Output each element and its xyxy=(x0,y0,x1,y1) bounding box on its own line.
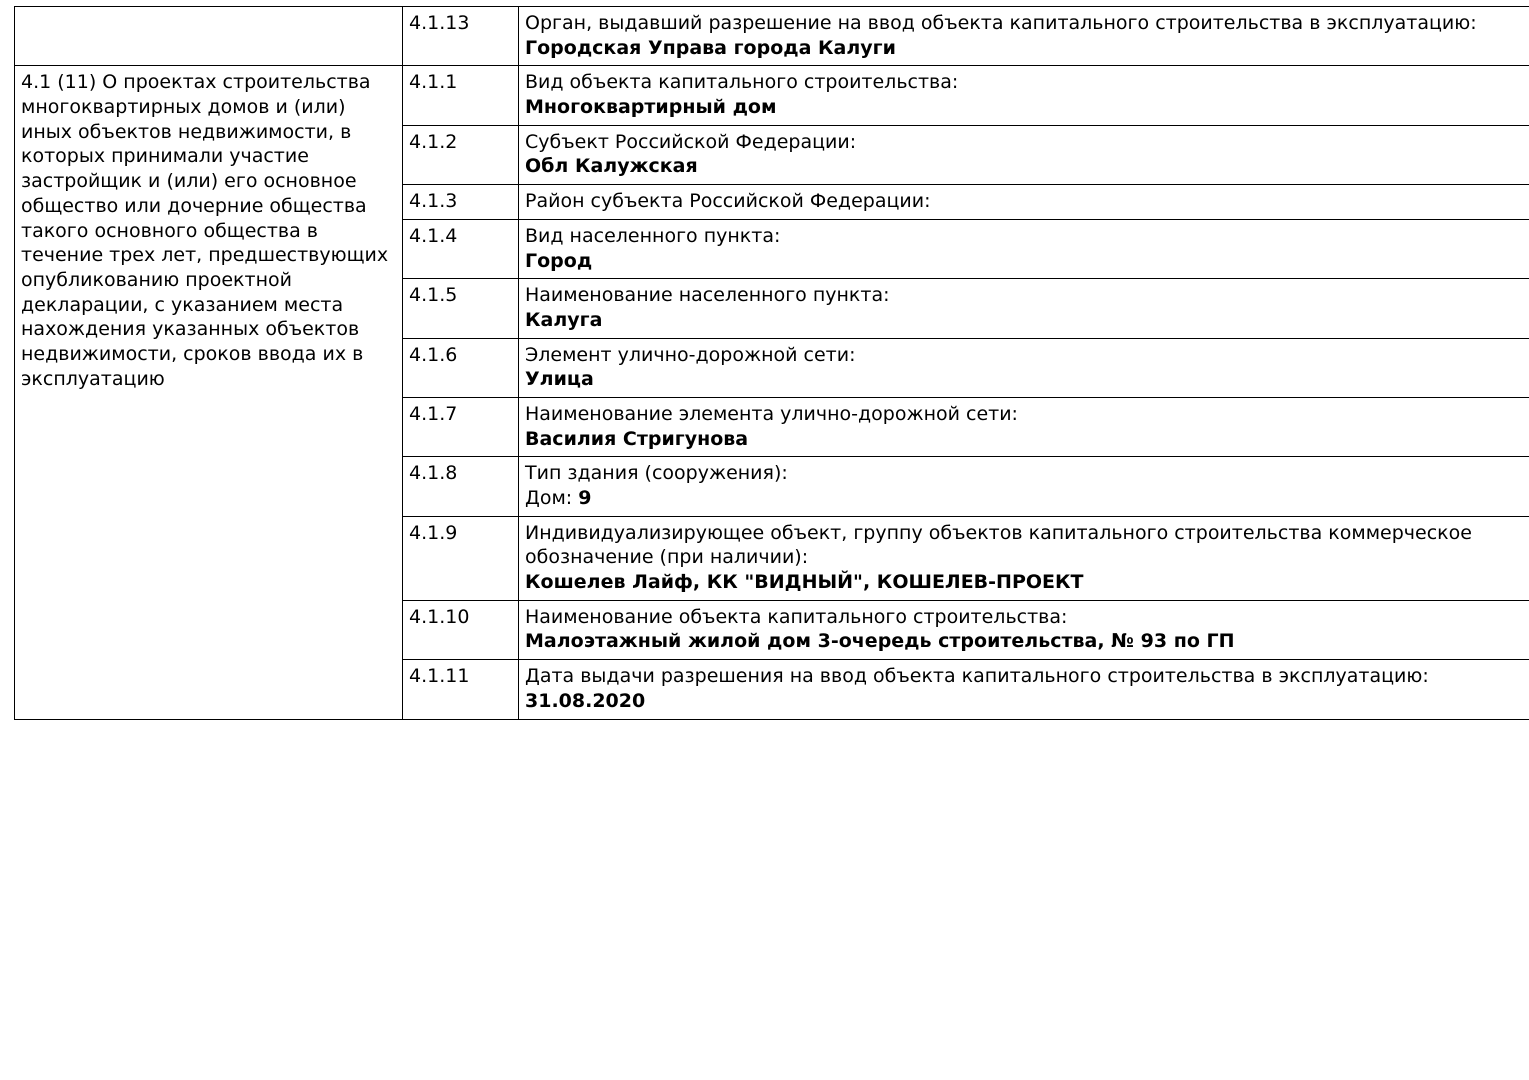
row-code: 4.1.9 xyxy=(403,516,519,600)
row-value-cell xyxy=(519,338,1529,397)
row-label: Вид объекта капитального строительства: xyxy=(525,71,959,94)
row-value: Обл Калужская xyxy=(525,155,698,178)
row-value: Городская Управа города Калуги xyxy=(525,36,896,59)
row-value-cell xyxy=(519,600,1529,659)
row-label: Дата выдачи разрешения на ввод объекта капитального строительства в эксплуатацию: xyxy=(525,665,1429,688)
row-code: 4.1.1 xyxy=(403,66,519,125)
row-code: 4.1.4 xyxy=(403,219,519,278)
row-label: Тип здания (сооружения): xyxy=(525,462,788,485)
row-value-cell xyxy=(519,397,1529,456)
section-description-cell xyxy=(15,66,403,719)
row-value: Улица xyxy=(525,368,594,391)
table-row xyxy=(15,66,1529,125)
row-code: 4.1.7 xyxy=(403,397,519,456)
row-value: 9 xyxy=(578,487,592,509)
row-code: 4.1.2 xyxy=(403,125,519,184)
row-value-cell xyxy=(519,219,1529,278)
row-label: Район субъекта Российской Федерации: xyxy=(525,190,931,213)
row-value: 31.08.2020 xyxy=(525,689,646,712)
row-label: Субъект Российской Федерации: xyxy=(525,130,857,153)
row-label: Наименование элемента улично-дорожной сети: xyxy=(525,402,1018,425)
row-code: 4.1.5 xyxy=(403,279,519,338)
row-label: Индивидуализирующее объект, группу объектов капитального строительства коммерческое обозначение (при наличии): xyxy=(525,521,1472,569)
row-code: 4.1.10 xyxy=(403,600,519,659)
section-description-text: 4.1 (11) О проектах строительства многоквартирных домов и (или) иных объектов недвижимости, в которых принимали участие застройщик и (или) его основное общество или дочерние общества такого основного общества в течение трех лет, предшествующих опубликованию проектной декларации, с указанием места нахождения указанных объектов недвижимости, сроков ввода их в эксплуатацию xyxy=(21,71,389,390)
declaration-table xyxy=(14,6,1529,720)
row-value-cell xyxy=(519,66,1529,125)
row-label: Наименование объекта капитального строительства: xyxy=(525,605,1068,628)
description-cell-empty xyxy=(15,7,403,66)
row-value-cell xyxy=(519,660,1529,719)
row-sublabel: Дом: xyxy=(525,487,579,509)
row-code: 4.1.8 xyxy=(403,457,519,516)
row-value: Кошелев Лайф, КК "ВИДНЫЙ", КОШЕЛЕВ-ПРОЕКТ xyxy=(525,571,1084,594)
row-label: Наименование населенного пункта: xyxy=(525,284,890,307)
row-code: 4.1.13 xyxy=(403,7,519,66)
row-code: 4.1.6 xyxy=(403,338,519,397)
row-value-cell xyxy=(519,125,1529,184)
row-label: Вид населенного пункта: xyxy=(525,224,781,247)
row-label: Элемент улично-дорожной сети: xyxy=(525,343,856,366)
declaration-table-body xyxy=(15,7,1529,720)
row-value: Калуга xyxy=(525,308,603,331)
row-value: Город xyxy=(525,249,593,272)
row-value-cell xyxy=(519,7,1529,66)
row-code: 4.1.3 xyxy=(403,185,519,220)
row-value: Многоквартирный дом xyxy=(525,96,777,119)
row-value-cell xyxy=(519,185,1529,220)
row-value: Малоэтажный жилой дом 3-очередь строительства, № 93 по ГП xyxy=(525,630,1235,653)
row-label: Орган, выдавший разрешение на ввод объекта капитального строительства в эксплуатацию: xyxy=(525,12,1477,34)
row-code: 4.1.11 xyxy=(403,660,519,719)
row-value: Василия Стригунова xyxy=(525,427,749,450)
row-value-cell xyxy=(519,516,1529,600)
table-row xyxy=(15,7,1529,66)
row-value-cell xyxy=(519,279,1529,338)
row-value-cell xyxy=(519,457,1529,516)
